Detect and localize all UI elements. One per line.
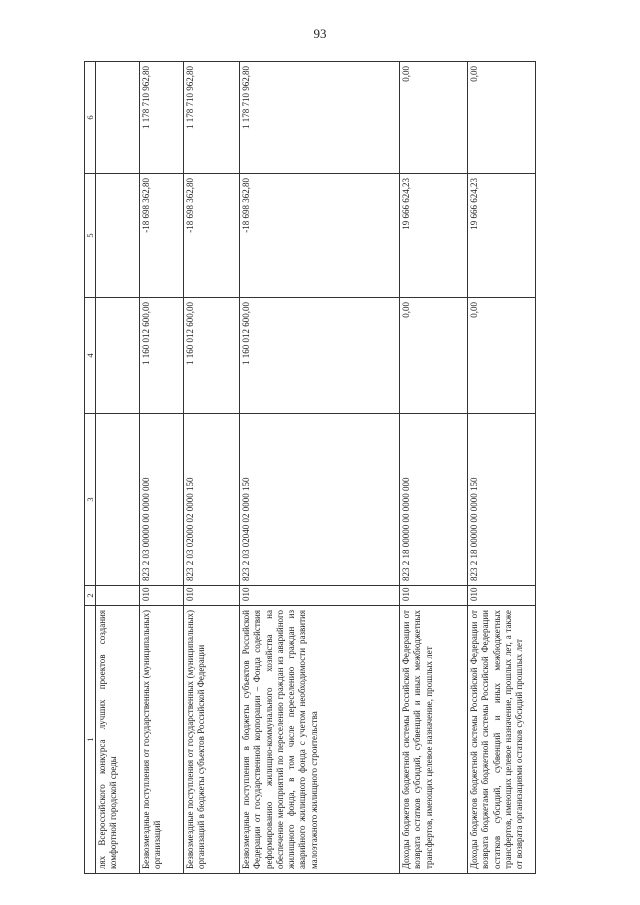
row-name: Доходы бюджетов бюджетной системы Российской Федерации от возврата остатков субсидий, субвенций и иных межбюджетных трансфертов, имеющих целевое назначение, прошлых лет [400, 606, 468, 874]
column-header: 4 [85, 298, 96, 414]
row-name: Доходы бюджетов бюджетной системы Российской Федерации от возврата бюджетами бюджетной системы Российской Федерации остатков субсидий, субвенций и иных межбюджетных трансфертов, имеющих целевое назначение, прошлых лет, а также от возврата организациями остатков субсидий прошлых лет [468, 606, 536, 874]
table-row [184, 62, 240, 874]
row-name: лях Всероссийского конкурса лучших проектов создания комфортной городской среды [96, 606, 140, 874]
row-value-col5: -18 698 362,80 [140, 174, 184, 298]
row-value-col6: 0,00 [400, 62, 468, 174]
row-value-col4: 1 160 012 600,00 [184, 298, 240, 414]
row-value-col4: 1 160 012 600,00 [240, 298, 400, 414]
row-value-col5: 19 666 624,23 [400, 174, 468, 298]
row-line-code: 010 [184, 586, 240, 606]
row-budget-code: 823 2 03 02000 02 0000 150 [184, 414, 240, 586]
rotated-table [84, 62, 536, 874]
row-budget-code: 823 2 18 00000 00 0000 000 [400, 414, 468, 586]
row-value-col4: 0,00 [400, 298, 468, 414]
row-value-col4 [96, 298, 140, 414]
row-value-col5: 19 666 624,23 [468, 174, 536, 298]
row-name: Безвозмездные поступления от государственных (муниципальных) организаций [140, 606, 184, 874]
row-value-col4: 0,00 [468, 298, 536, 414]
row-budget-code: 823 2 18 00000 00 0000 150 [468, 414, 536, 586]
row-budget-code [96, 414, 140, 586]
row-value-col6: 0,00 [468, 62, 536, 174]
column-header: 6 [85, 62, 96, 174]
row-line-code [96, 586, 140, 606]
column-header: 3 [85, 414, 96, 586]
table-row [400, 62, 468, 874]
table-row [140, 62, 184, 874]
table-row [240, 62, 400, 874]
row-value-col5: -18 698 362,80 [184, 174, 240, 298]
row-name: Безвозмездные поступления в бюджеты субъектов Российской Федерации от государственной корпорации – Фонда содействия реформированию жилищно-коммунального хозяйства на обеспечение мероприятий по переселению граждан из аварийного жилищного фонда, в том числе переселению граждан из аварийного жилищного фонда с учетом необходимости развития малоэтажного жилищного строительства [240, 606, 400, 874]
row-line-code: 010 [400, 586, 468, 606]
table-row [96, 62, 140, 874]
column-header: 5 [85, 174, 96, 298]
row-value-col6: 1 178 710 962,80 [140, 62, 184, 174]
row-value-col4: 1 160 012 600,00 [140, 298, 184, 414]
column-header: 1 [85, 606, 96, 874]
row-value-col6: 1 178 710 962,80 [184, 62, 240, 174]
row-value-col5: -18 698 362,80 [240, 174, 400, 298]
table-row [468, 62, 536, 874]
row-budget-code: 823 2 03 02040 02 0000 150 [240, 414, 400, 586]
row-name: Безвозмездные поступления от государственных (муниципальных) организаций в бюджеты субъектов Российской Федерации [184, 606, 240, 874]
page-number: 93 [313, 26, 327, 41]
row-budget-code: 823 2 03 00000 00 0000 000 [140, 414, 184, 586]
row-value-col5 [96, 174, 140, 298]
row-line-code: 010 [140, 586, 184, 606]
rotated-table-container [84, 62, 536, 874]
row-line-code: 010 [468, 586, 536, 606]
row-line-code: 010 [240, 586, 400, 606]
row-value-col6: 1 178 710 962,80 [240, 62, 400, 174]
revenue-table [84, 61, 536, 874]
row-value-col6 [96, 62, 140, 174]
table-header-row [85, 62, 96, 874]
column-header: 2 [85, 586, 96, 606]
